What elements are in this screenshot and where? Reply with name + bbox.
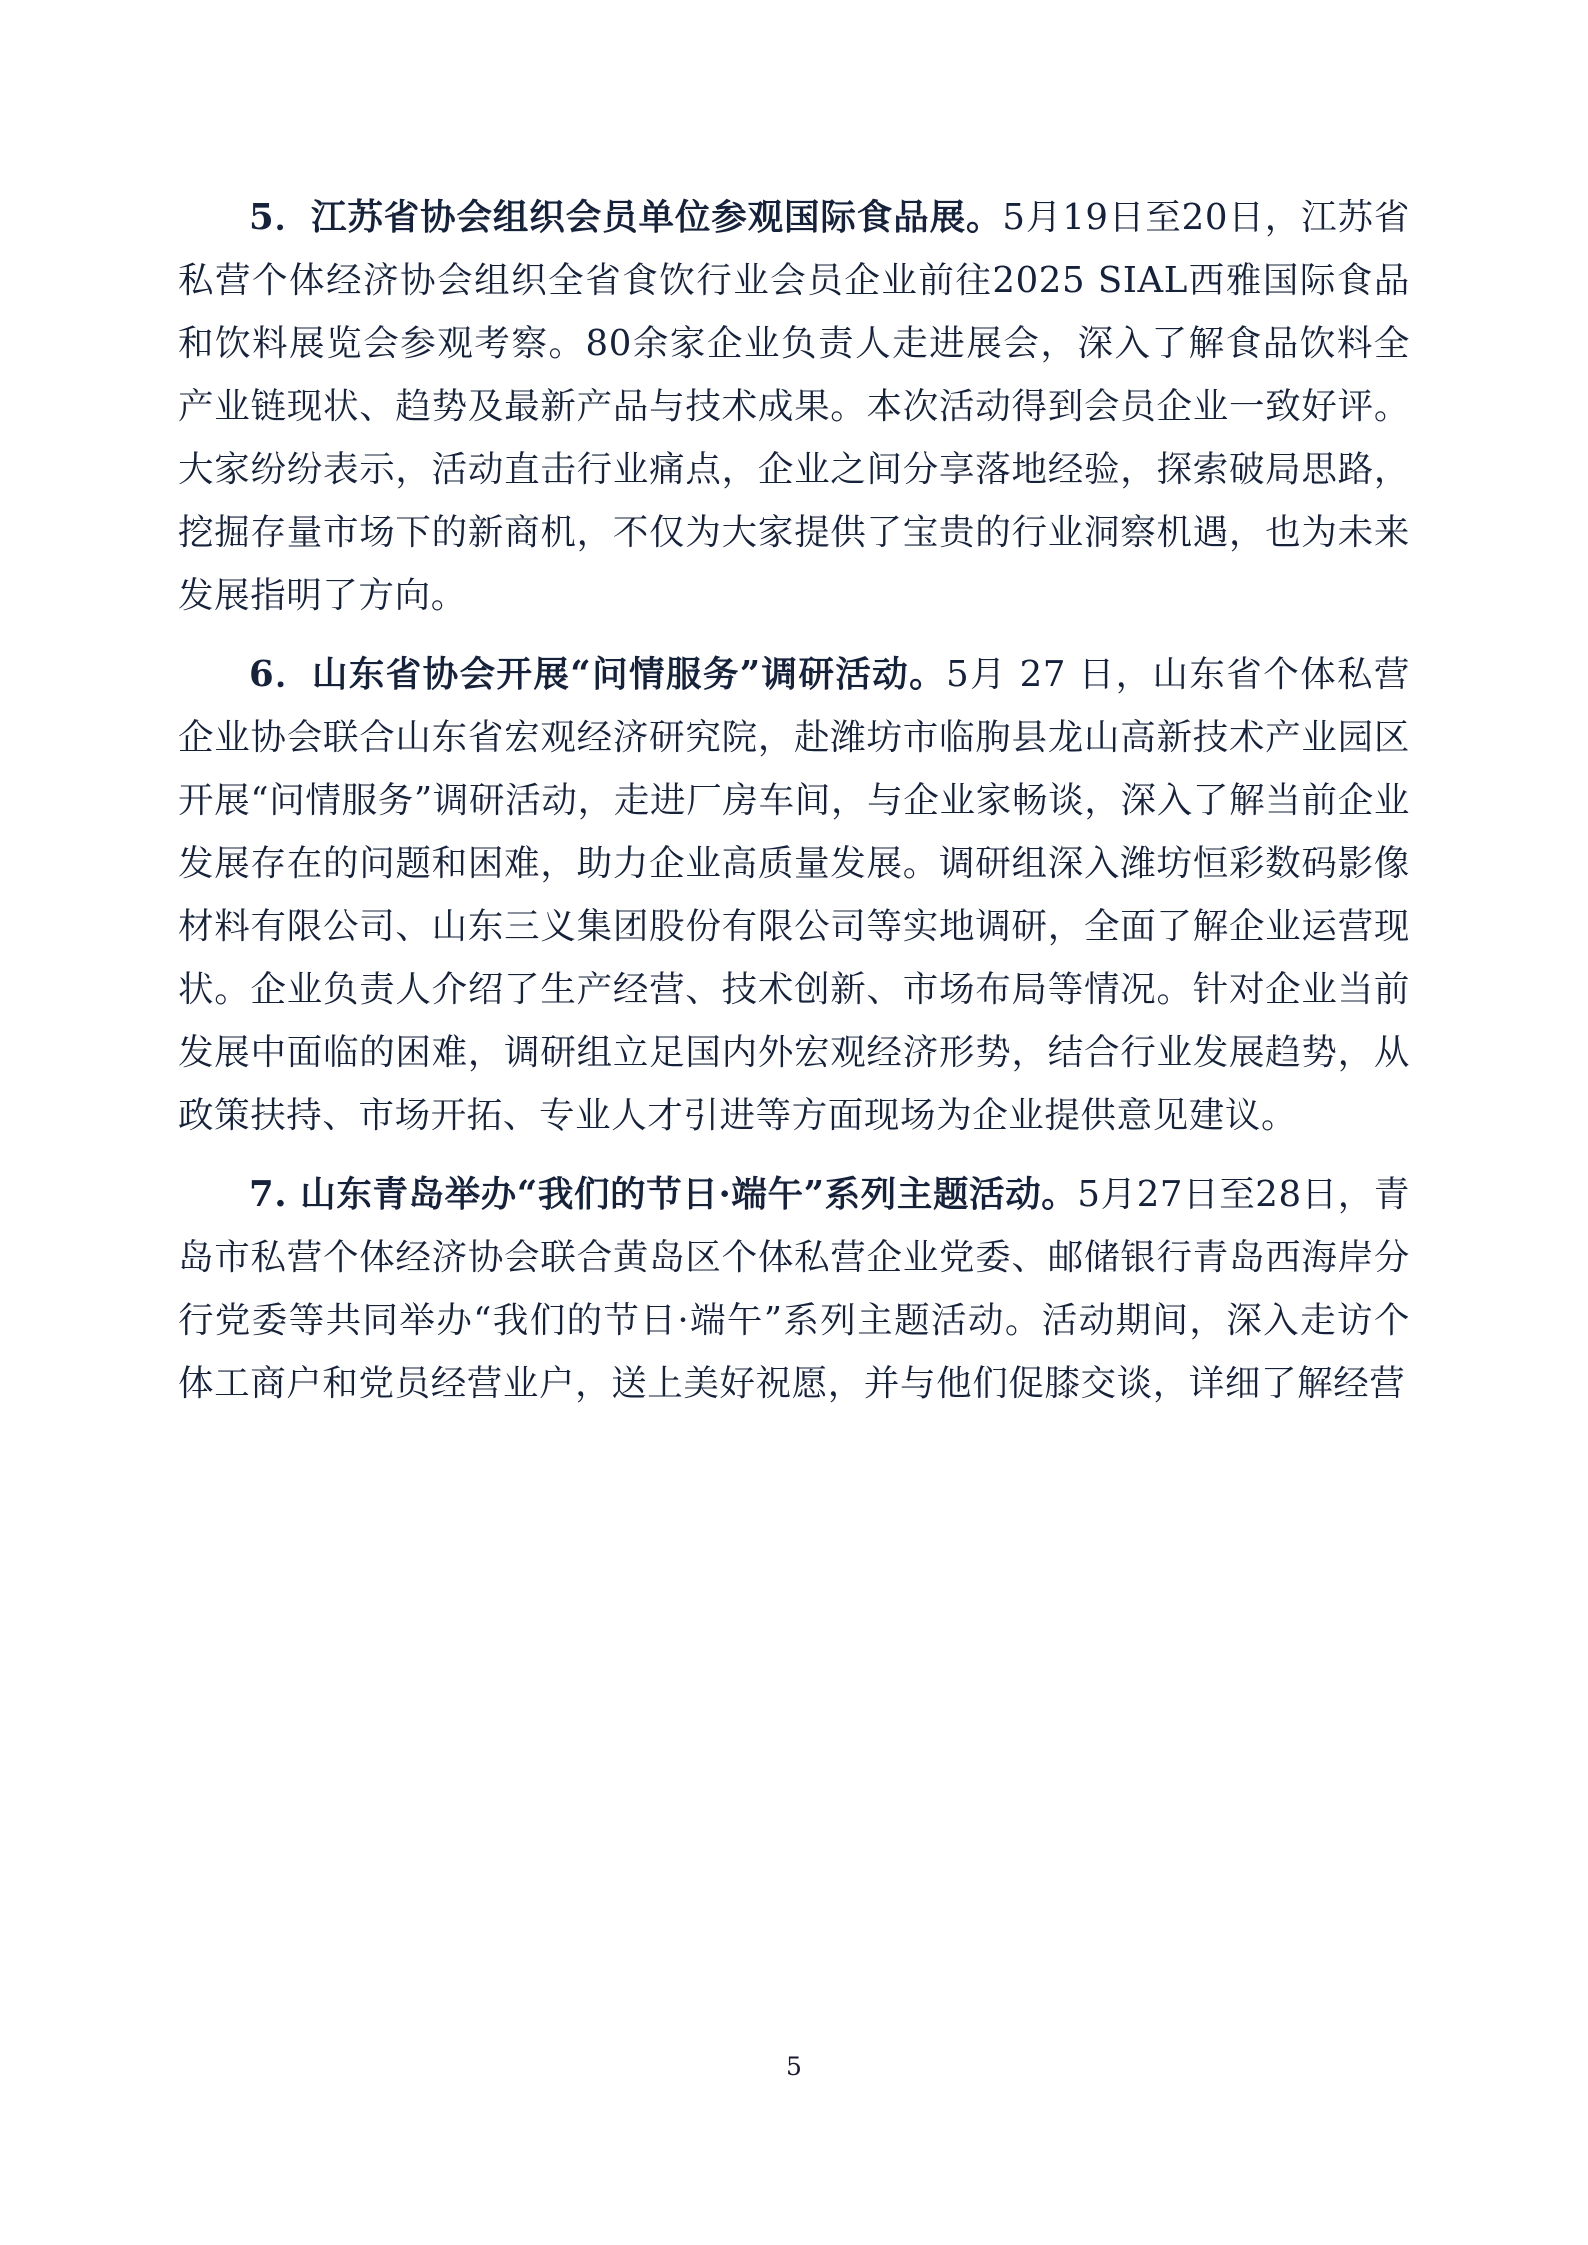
paragraph-item-5-body: 5月19日至20日，江苏省私营个体经济协会组织全省食饮行业会员企业前往2025 SIAL西雅国际食品和饮料展览会参观考察。80余家企业负责人走进展会，深入了解食品饮料全产业链现状、趋势及最新产品与技术成果。本次活动得到会员企业一致好评。大家纷纷表示，活动直击行业痛点，企业之间分享落地经验，探索破局思路，挖掘存量市场下的新商机，不仅为大家提供了宝贵的行业洞察机遇，也为未来发展指明了方向。 xyxy=(178,197,1410,616)
paragraph-item-5-lead: 5．江苏省协会组织会员单位参观国际食品展。 xyxy=(249,197,1003,238)
paragraph-item-6 xyxy=(178,643,1410,1147)
paragraph-item-6-body: 5月 27 日，山东省个体私营企业协会联合山东省宏观经济研究院，赴潍坊市临朐县龙山高新技术产业园区开展“问情服务”调研活动，走进厂房车间，与企业家畅谈，深入了解当前企业发展存在的问题和困难，助力企业高质量发展。调研组深入潍坊恒彩数码影像材料有限公司、山东三义集团股份有限公司等实地调研，全面了解企业运营现状。企业负责人介绍了生产经营、技术创新、市场布局等情况。针对企业当前发展中面临的困难，调研组立足国内外宏观经济形势，结合行业发展趋势，从政策扶持、市场开拓、专业人才引进等方面现场为企业提供意见建议。 xyxy=(178,654,1410,1136)
paragraph-item-7 xyxy=(178,1163,1410,1415)
paragraph-item-5 xyxy=(178,186,1410,627)
paragraph-item-7-lead: 7. 山东青岛举办“我们的节日·端午”系列主题活动。 xyxy=(249,1174,1078,1215)
paragraph-item-7-body: 5月27日至28日，青岛市私营个体经济协会联合黄岛区个体私营企业党委、邮储银行青岛西海岸分行党委等共同举办“我们的节日·端午”系列主题活动。活动期间，深入走访个体工商户和党员经营业户，送上美好祝愿，并与他们促膝交谈，详细了解经营 xyxy=(178,1174,1410,1404)
page-number: 5 xyxy=(786,2052,802,2081)
paragraph-item-6-lead: 6．山东省协会开展“问情服务”调研活动。 xyxy=(249,654,947,695)
document-body xyxy=(178,186,1410,1423)
